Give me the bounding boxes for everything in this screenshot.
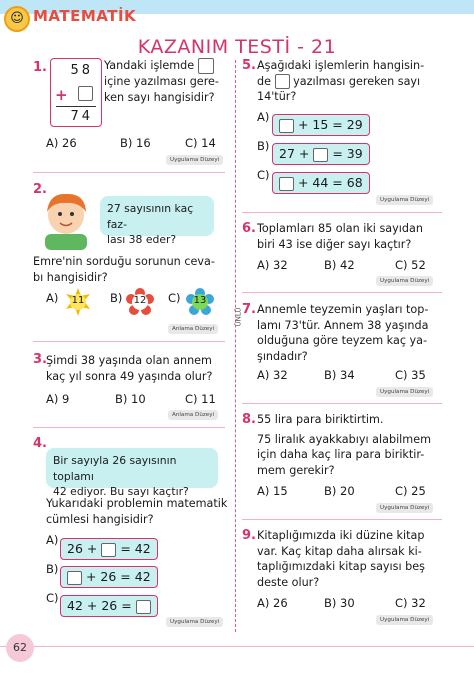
- q5-option-a[interactable]: A): [257, 110, 270, 124]
- q5-eqa: + 15 = 29: [297, 117, 363, 132]
- q2-option-c[interactable]: C): [168, 291, 181, 305]
- q2-level-tag: Anlama Düzeyi: [168, 324, 218, 334]
- q1-line2: içine yazılması gere-: [104, 75, 219, 88]
- divider: [242, 519, 442, 520]
- q8-line2: 75 liralık ayakkabıyı alabilmem: [257, 432, 431, 446]
- q5-equation-b: [272, 143, 370, 165]
- q5-line1: Aşağıdaki işlemlerin hangisin-: [257, 59, 425, 72]
- q1-result: 74: [70, 109, 93, 124]
- q2-question: [33, 254, 215, 285]
- q2-option-b[interactable]: B): [110, 291, 123, 305]
- q6-number: 6.: [242, 221, 256, 236]
- sun-mascot-icon: ☺: [4, 6, 30, 32]
- q8-level-tag: Uygulama Düzeyi: [376, 503, 433, 513]
- q2-speech-bubble: [100, 196, 214, 246]
- q4-line2: cümlesi hangisidir?: [46, 512, 154, 526]
- q9-level-tag: Uygulama Düzeyi: [376, 615, 433, 625]
- q5-level-tag: Uygulama Düzeyi: [376, 195, 433, 205]
- q2-line1: Emre'nin sorduğu sorunun ceva-: [33, 255, 215, 268]
- q9-option-c[interactable]: C) 32: [395, 596, 426, 610]
- q7-question: [257, 302, 428, 364]
- q5-eqc: + 44 = 68: [297, 175, 363, 190]
- blank-box[interactable]: [101, 543, 116, 557]
- q4-speech-bubble: [46, 448, 218, 498]
- q2-number: 2.: [33, 182, 47, 197]
- footer-line: [0, 646, 474, 647]
- q2-value-c: 13: [193, 295, 207, 306]
- q1-option-b[interactable]: B) 16: [120, 136, 151, 150]
- q5-line3: 14'tür?: [257, 90, 297, 103]
- blank-box[interactable]: [279, 119, 294, 133]
- column-divider: [235, 60, 236, 632]
- q3-number: 3.: [33, 352, 47, 367]
- q4-bubble-line2: 42 ediyor. Bu sayı kaçtır?: [53, 485, 189, 498]
- q1-top-addend: 58: [70, 63, 93, 78]
- q7-line3: olduğuna göre teyzem kaç ya-: [257, 334, 428, 347]
- page-title: KAZANIM TESTİ - 21: [137, 36, 337, 58]
- q4-eqb-post: + 26 = 42: [85, 569, 151, 584]
- q5-option-c[interactable]: C): [257, 168, 270, 182]
- q3-question: [46, 353, 212, 384]
- q8-question: [257, 412, 431, 478]
- q2-bubble-line2: lası 38 eder?: [107, 233, 177, 246]
- q1-line1: Yandaki işlemde: [104, 59, 195, 72]
- blank-box[interactable]: [279, 177, 294, 191]
- q6-question: [257, 221, 423, 252]
- q4-equation-b: [60, 566, 158, 588]
- q8-number: 8.: [242, 412, 256, 427]
- q6-option-c[interactable]: C) 52: [395, 258, 426, 272]
- q8-option-a[interactable]: A) 15: [257, 484, 288, 498]
- q7-option-c[interactable]: C) 35: [395, 368, 426, 382]
- q5-line2a: de: [257, 74, 271, 88]
- divider: [33, 172, 225, 173]
- q6-line2: biri 43 ise diğer sayı kaçtır?: [257, 237, 412, 251]
- q6-line1: Toplamları 85 olan iki sayıdan: [257, 222, 423, 235]
- q5-eqb-post: = 39: [332, 146, 363, 161]
- boy-illustration: [33, 190, 99, 250]
- q1-number: 1.: [33, 60, 47, 75]
- q4-question: [46, 496, 227, 527]
- q7-option-a[interactable]: A) 32: [257, 368, 288, 382]
- q5-line2b: yazılması gereken sayı: [293, 74, 421, 88]
- q9-option-a[interactable]: A) 26: [257, 596, 288, 610]
- q3-line2: kaç yıl sonra 49 yaşında olur?: [46, 369, 213, 383]
- q4-number: 4.: [33, 436, 47, 451]
- q4-eqa-post: = 42: [120, 541, 151, 556]
- q1-level-tag: Uygulama Düzeyi: [166, 155, 223, 165]
- q2-value-a: 11: [71, 295, 85, 306]
- divider: [242, 292, 442, 293]
- q1-option-c[interactable]: C) 14: [185, 136, 216, 150]
- q1-option-a[interactable]: A) 26: [46, 136, 77, 150]
- q8-line1: 55 lira para biriktirtim.: [257, 413, 384, 426]
- q4-eqc-pre: 42 + 26 =: [67, 598, 132, 613]
- blank-box[interactable]: [313, 148, 328, 162]
- q4-line1: Yukarıdaki problemin matematik: [46, 497, 228, 510]
- q5-option-b[interactable]: B): [257, 139, 270, 153]
- q5-equation-c: [272, 172, 370, 194]
- q4-option-c[interactable]: C): [46, 591, 59, 605]
- q4-equation-c: [60, 595, 158, 617]
- q6-level-tag: Uygulama Düzeyi: [376, 276, 433, 286]
- q3-line1: Şimdi 38 yaşında olan annem: [46, 354, 212, 367]
- q4-option-a[interactable]: A): [46, 533, 59, 547]
- q1-line3: ken sayı hangisidir?: [104, 90, 215, 104]
- q1-question: [104, 58, 219, 105]
- q9-line4: deste olur?: [257, 575, 320, 589]
- q8-option-c[interactable]: C) 25: [395, 484, 426, 498]
- q1-blank-box[interactable]: [78, 83, 93, 102]
- q3-option-c[interactable]: C) 11: [185, 392, 216, 406]
- q7-line2: lamı 73'tür. Annem 38 yaşında: [257, 318, 429, 332]
- q4-option-b[interactable]: B): [46, 562, 59, 576]
- q2-value-b: 12: [133, 295, 147, 306]
- q8-line3: için daha kaç lira para biriktir-: [257, 448, 425, 461]
- q7-line4: şındadır?: [257, 349, 308, 363]
- q2-line2: bı hangisidir?: [33, 270, 108, 284]
- side-note: ÜNLÜ: [234, 307, 243, 327]
- blank-box[interactable]: [67, 571, 82, 585]
- q8-line4: mem gerekir?: [257, 463, 335, 477]
- blank-box[interactable]: [136, 600, 151, 614]
- q9-line3: taplığımızdaki kitap sayısı beş: [257, 560, 425, 573]
- q7-level-tag: Uygulama Düzeyi: [376, 387, 433, 397]
- q9-line1: Kitaplığımızda iki düzine kitap: [257, 529, 425, 542]
- q9-question: [257, 528, 425, 590]
- logo-text: MATEMATİK: [33, 7, 137, 25]
- q4-bubble-line1: Bir sayıyla 26 sayısının toplamı: [53, 454, 177, 483]
- q5-number: 5.: [242, 58, 256, 73]
- plus-icon: +: [55, 86, 68, 104]
- q4-equation-a: [60, 538, 158, 560]
- q6-option-b[interactable]: B) 42: [324, 258, 355, 272]
- q9-option-b[interactable]: B) 30: [324, 596, 355, 610]
- q7-option-b[interactable]: B) 34: [324, 368, 355, 382]
- divider: [33, 427, 225, 428]
- page-number: 62: [6, 634, 34, 662]
- q5-question: [257, 58, 424, 105]
- q2-option-a[interactable]: A): [46, 291, 59, 305]
- q7-number: 7.: [242, 302, 256, 317]
- logo: [33, 7, 136, 25]
- sum-line: [56, 106, 96, 107]
- q1-addition-box: [50, 58, 102, 127]
- q4-level-tag: Uygulama Düzeyi: [166, 617, 223, 627]
- q5-equation-a: [272, 114, 370, 136]
- q3-level-tag: Anlama Düzeyi: [168, 410, 218, 420]
- q6-option-a[interactable]: A) 32: [257, 258, 288, 272]
- divider: [242, 403, 442, 404]
- q3-option-b[interactable]: B) 10: [115, 392, 146, 406]
- q1-inline-box: [198, 58, 214, 74]
- q9-number: 9.: [242, 528, 256, 543]
- q4-eqa-pre: 26 +: [67, 541, 98, 556]
- q5-eqb-pre: 27 +: [279, 146, 310, 161]
- divider: [242, 212, 442, 213]
- q5-inline-box: [275, 74, 290, 89]
- q8-option-b[interactable]: B) 20: [324, 484, 355, 498]
- q3-option-a[interactable]: A) 9: [46, 392, 70, 406]
- q9-line2: var. Kaç kitap daha alırsak ki-: [257, 544, 422, 558]
- q7-line1: Annemle teyzemin yaşları top-: [257, 303, 429, 316]
- q2-bubble-line1: 27 sayısının kaç faz-: [107, 202, 194, 231]
- divider: [33, 341, 225, 342]
